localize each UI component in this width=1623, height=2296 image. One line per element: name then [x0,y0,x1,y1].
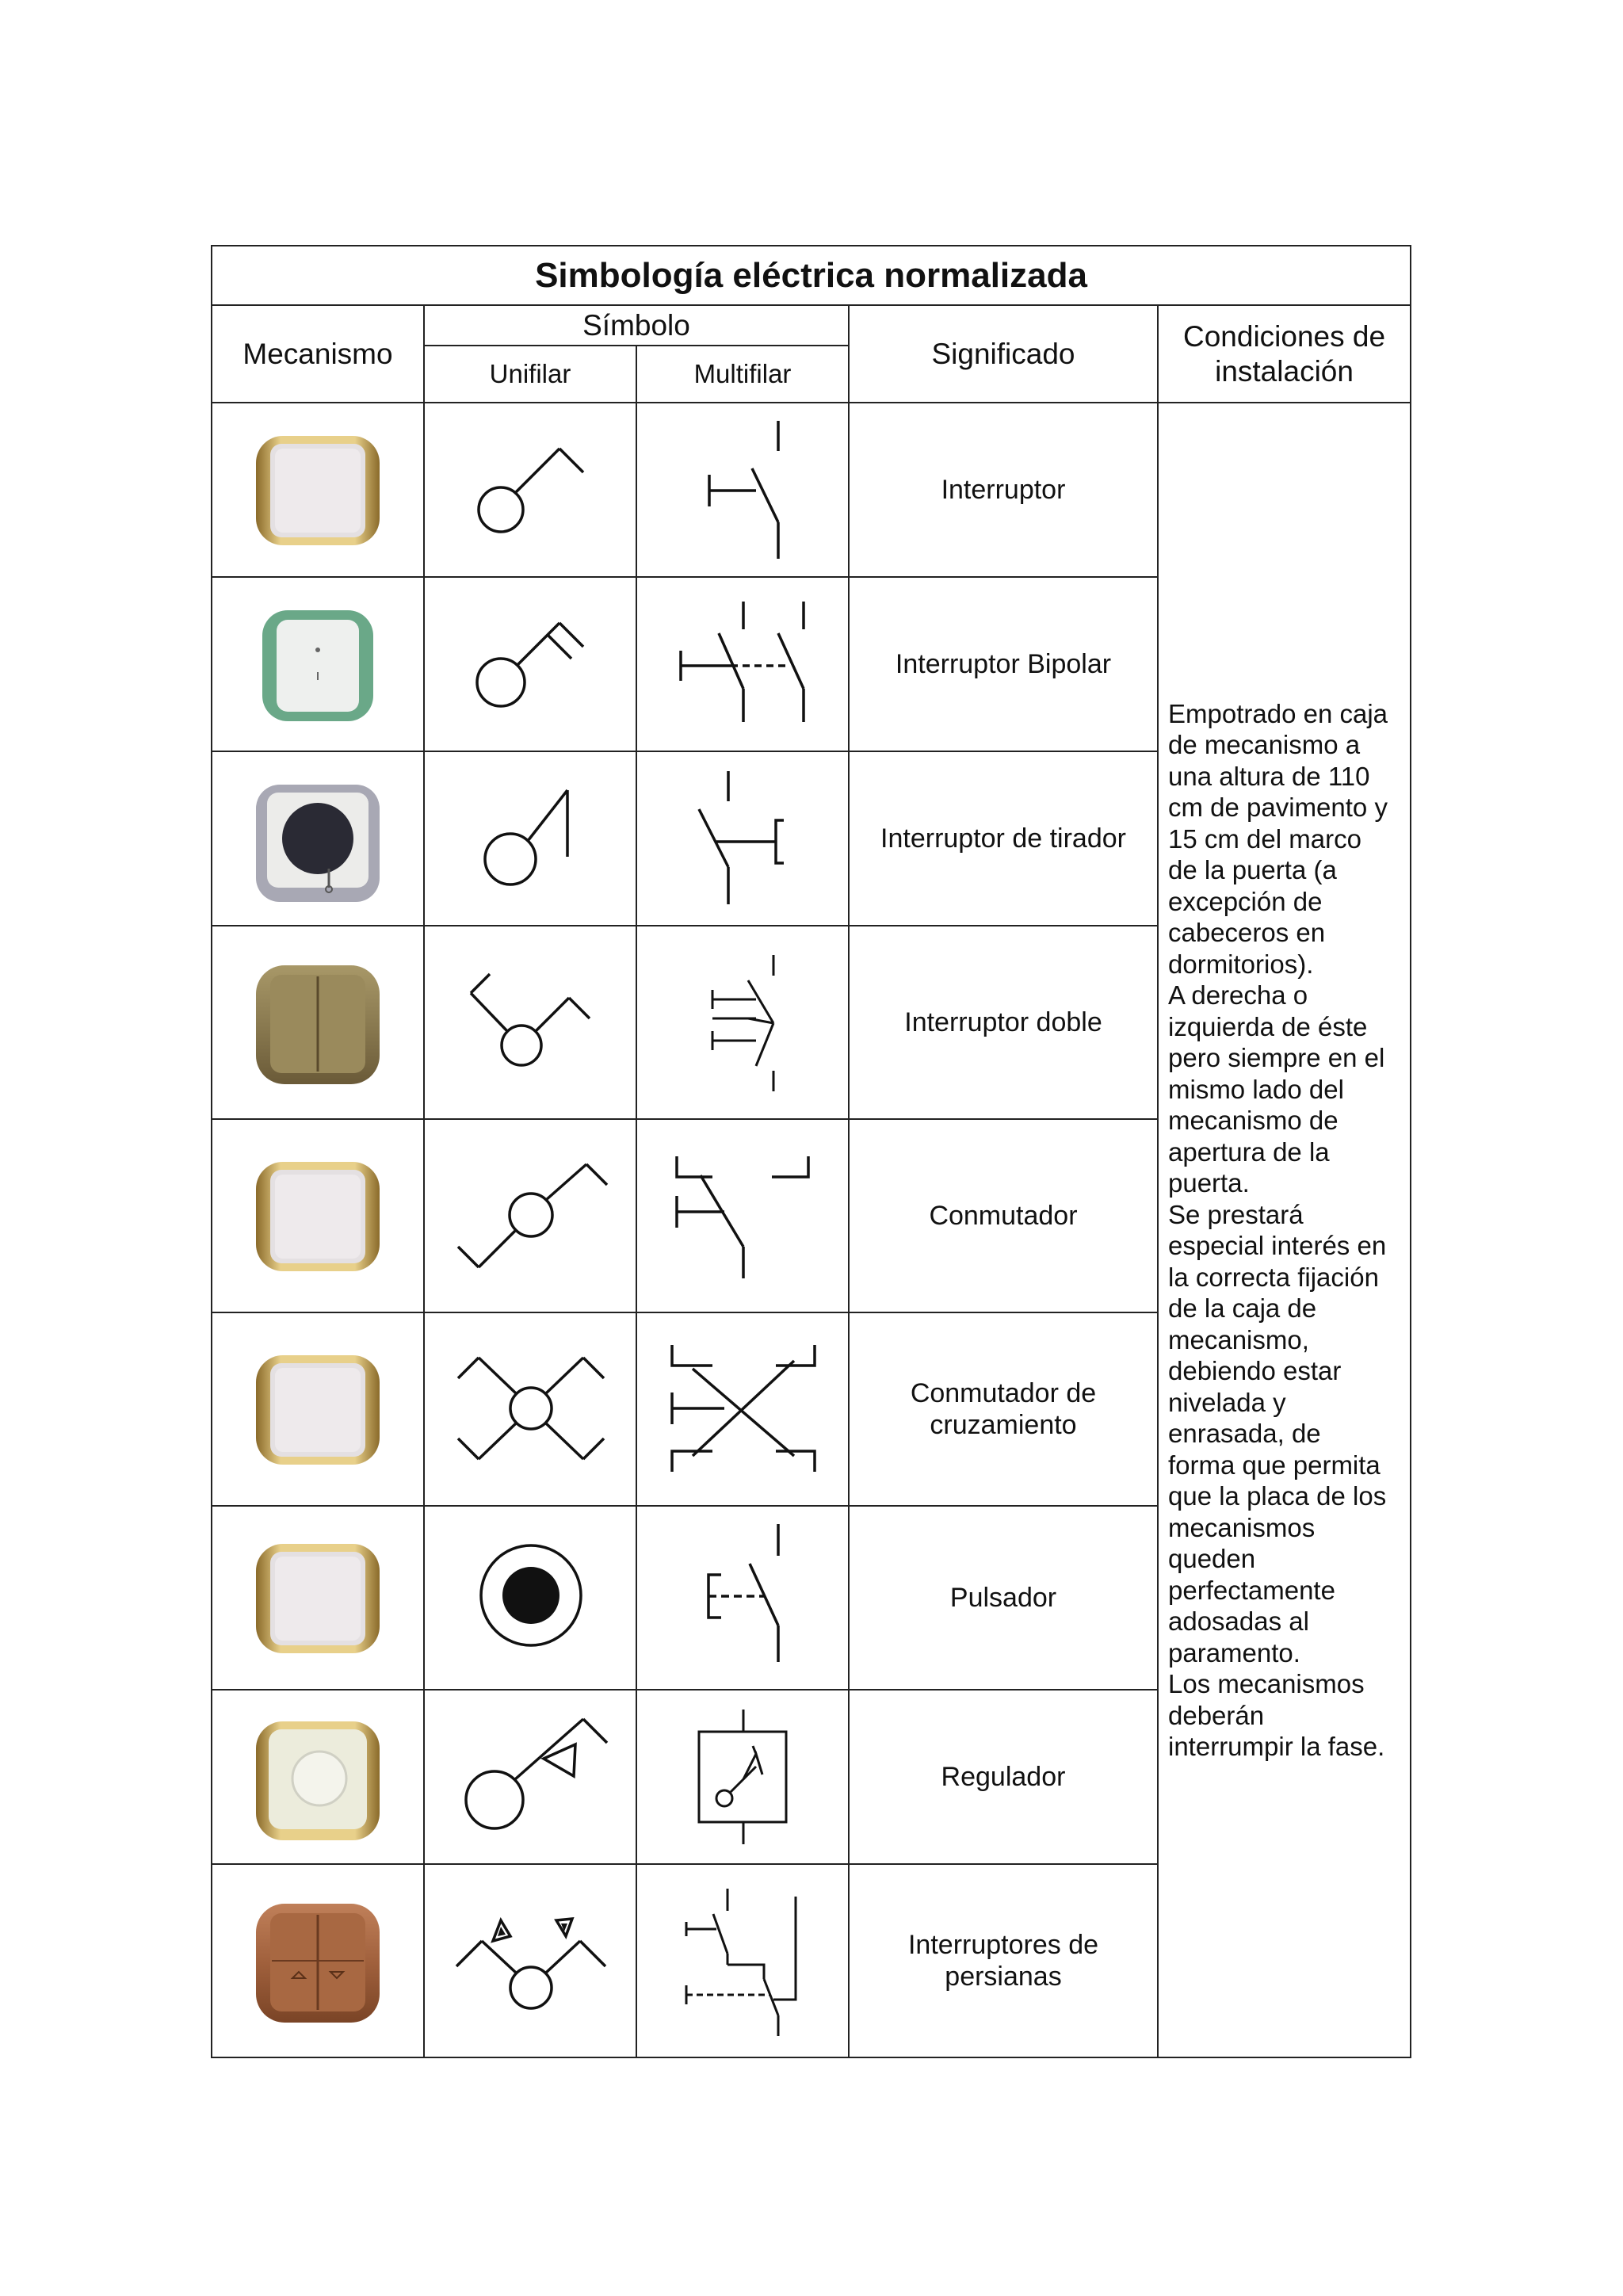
mechanism-photo [212,1690,424,1864]
mechanism-photo [212,403,424,577]
header-simbolo: Símbolo [424,305,849,346]
significado-cell: Conmutador de cruzamiento [849,1312,1158,1506]
switch-cream-gold-icon [246,1526,389,1669]
double-switch-bronze-icon [246,951,389,1094]
blind-switch-copper-icon [246,1889,389,2032]
switch-green-icon [246,593,389,735]
unifilar-symbol [424,926,636,1119]
persianas-multifilar-icon [637,1865,850,2057]
header-mecanismo: Mecanismo [212,305,424,403]
header-condiciones: Condiciones de instalación [1158,305,1411,403]
significado-cell: Interruptor [849,403,1158,577]
regulador-multifilar-icon [637,1690,850,1863]
significado-cell: Regulador [849,1690,1158,1864]
unifilar-symbol [424,1690,636,1864]
multifilar-symbol [636,577,849,751]
interruptor-doble-multifilar-icon [637,926,850,1118]
unifilar-symbol [424,577,636,751]
regulador-unifilar-icon [425,1690,637,1863]
significado-cell: Interruptor doble [849,926,1158,1119]
significado-cell: Interruptor Bipolar [849,577,1158,751]
mechanism-photo [212,1506,424,1690]
unifilar-symbol [424,1864,636,2057]
unifilar-symbol [424,1119,636,1312]
mechanism-photo [212,926,424,1119]
persianas-unifilar-icon [425,1865,637,2057]
significado-cell: Pulsador [849,1506,1158,1690]
interruptor-tirador-multifilar-icon [637,752,850,925]
switch-cream-gold-icon [246,1144,389,1287]
multifilar-symbol [636,1119,849,1312]
table-title: Simbología eléctrica normalizada [212,246,1411,305]
unifilar-symbol [424,1312,636,1506]
multifilar-symbol [636,1690,849,1864]
header-multifilar: Multifilar [636,346,849,403]
dimmer-knob-icon [246,1706,389,1848]
significado-cell: Interruptores de persianas [849,1864,1158,2057]
mechanism-photo [212,1864,424,2057]
header-unifilar: Unifilar [424,346,636,403]
pull-switch-grey-icon [246,767,389,910]
multifilar-symbol [636,926,849,1119]
mechanism-photo [212,577,424,751]
unifilar-symbol [424,751,636,926]
interruptor-bipolar-multifilar-icon [637,578,850,751]
pulsador-multifilar-icon [637,1507,850,1689]
table-row [212,403,1411,577]
mechanism-photo [212,1119,424,1312]
symbology-table [211,245,1411,2058]
unifilar-symbol [424,1506,636,1690]
multifilar-symbol [636,403,849,577]
switch-cream-gold-icon [246,418,389,561]
mechanism-photo [212,751,424,926]
conmutador-cruzamiento-multifilar-icon [637,1313,850,1505]
multifilar-symbol [636,1312,849,1506]
interruptor-multifilar-icon [637,403,850,576]
conmutador-cruzamiento-unifilar-icon [425,1313,637,1505]
interruptor-doble-unifilar-icon [425,926,637,1118]
interruptor-unifilar-icon [425,403,637,576]
multifilar-symbol [636,751,849,926]
interruptor-tirador-unifilar-icon [425,752,637,925]
conmutador-multifilar-icon [637,1120,850,1312]
condiciones-text: Empotrado en caja de mecanismo a una altura de 110 cm de pavimento y 15 cm del marco de la puerta (a excepción de cabeceros en dormitorios). A derecha o izquierda de éste pero siempre en el mismo lado del mecanismo de apertura de la puerta. Se prestará especial interés en la correcta fijación de la caja de mecanismo, debiendo estar nivelada y enrasada, de forma que permita que la placa de los mecanismos queden perfectamente adosadas al paramento. Los mecanismos deberán interrumpir la fase. [1158,403,1411,2057]
pulsador-unifilar-icon [425,1507,637,1689]
significado-cell: Conmutador [849,1119,1158,1312]
header-significado: Significado [849,305,1158,403]
significado-cell: Interruptor de tirador [849,751,1158,926]
mechanism-photo [212,1312,424,1506]
interruptor-bipolar-unifilar-icon [425,578,637,751]
multifilar-symbol [636,1506,849,1690]
multifilar-symbol [636,1864,849,2057]
unifilar-symbol [424,403,636,577]
conmutador-unifilar-icon [425,1120,637,1312]
switch-cream-gold-icon [246,1338,389,1480]
